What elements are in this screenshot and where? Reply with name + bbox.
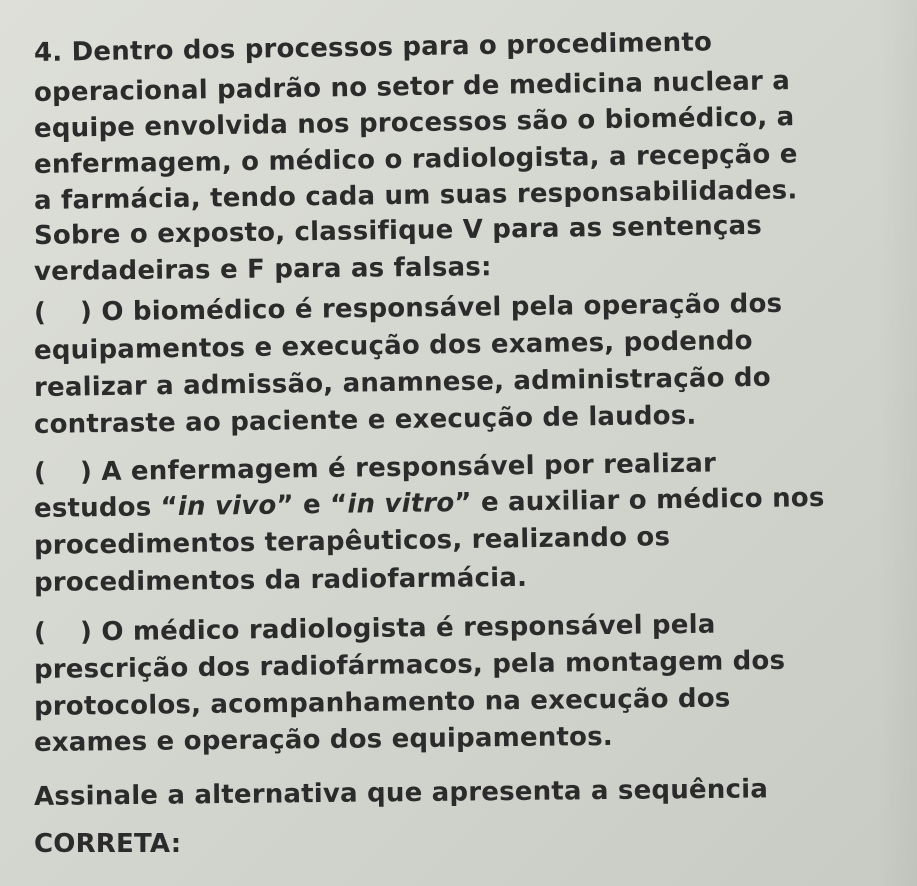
question-line-4: enfermagem, o médico o radiologista, a recepção e bbox=[33, 139, 798, 180]
question-line-2: operacional padrão no setor de medicina nuclear a bbox=[33, 66, 791, 108]
statement-1-line-3: realizar a admissão, anamnese, administração do bbox=[33, 362, 772, 403]
question-line-6: Sobre o exposto, classifique V para as sentenças bbox=[33, 210, 763, 251]
question-line-7: verdadeiras e F para as falsas: bbox=[33, 252, 492, 287]
statement-2-line-3: procedimentos terapêuticos, realizando os bbox=[33, 522, 671, 561]
statement-2-line-2 bbox=[34, 483, 825, 524]
statement-3-line-4: exames e operação dos equipamentos. bbox=[33, 721, 614, 758]
page-edge-shadow bbox=[877, 0, 917, 886]
statement-3-answer-open: ( bbox=[33, 617, 47, 648]
statement-2-line-4: procedimentos da radiofarmácia. bbox=[33, 562, 528, 598]
statement-3-answer-close: ) bbox=[79, 617, 93, 648]
statement-2-answer-open: ( bbox=[33, 457, 47, 488]
statement-1-line-4: contraste ao paciente e execução de laudos. bbox=[33, 400, 697, 440]
closing-line-2: CORRETA: bbox=[34, 829, 182, 859]
statement-1-text: O biomédico é responsável pela operação dos bbox=[101, 288, 783, 328]
statement-1-answer-open: ( bbox=[33, 297, 47, 328]
closing-line-1: Assinale a alternativa que apresenta a sequência bbox=[33, 774, 769, 812]
question-intro-text: Dentro dos processos para o procedimento bbox=[71, 27, 713, 68]
question-number: 4. bbox=[33, 37, 63, 68]
in-vitro-term: in vitro bbox=[347, 488, 455, 520]
statement-1-line-2: equipamentos e execução dos exames, podendo bbox=[33, 325, 753, 366]
statement-1-line-1 bbox=[34, 289, 783, 328]
statement-2-fragment: estudos “ bbox=[33, 491, 179, 524]
statement-2-line-1 bbox=[34, 448, 716, 488]
question-line-1 bbox=[34, 27, 712, 68]
in-vivo-term: in vivo bbox=[177, 490, 277, 522]
statement-3-line-3: protocolos, acompanhamento na execução dos bbox=[33, 683, 731, 722]
question-line-3: equipe envolvida nos processos são o biomédico, a bbox=[33, 102, 795, 144]
statement-3-line-2: prescrição dos radiofármacos, pela montagem dos bbox=[33, 645, 786, 685]
statement-1-answer-close: ) bbox=[79, 297, 93, 328]
statement-3-text: O médico radiologista é responsável pela bbox=[101, 609, 716, 648]
statement-2-text: A enfermagem é responsável por realizar bbox=[101, 448, 717, 488]
statement-2-answer-close: ) bbox=[79, 457, 93, 488]
question-line-5: a farmácia, tendo cada um suas responsabilidades. bbox=[33, 175, 798, 216]
statement-2-fragment: ” e “ bbox=[276, 489, 348, 521]
statement-3-line-1 bbox=[34, 610, 716, 648]
statement-2-fragment: ” e auxiliar o médico nos bbox=[454, 482, 825, 519]
